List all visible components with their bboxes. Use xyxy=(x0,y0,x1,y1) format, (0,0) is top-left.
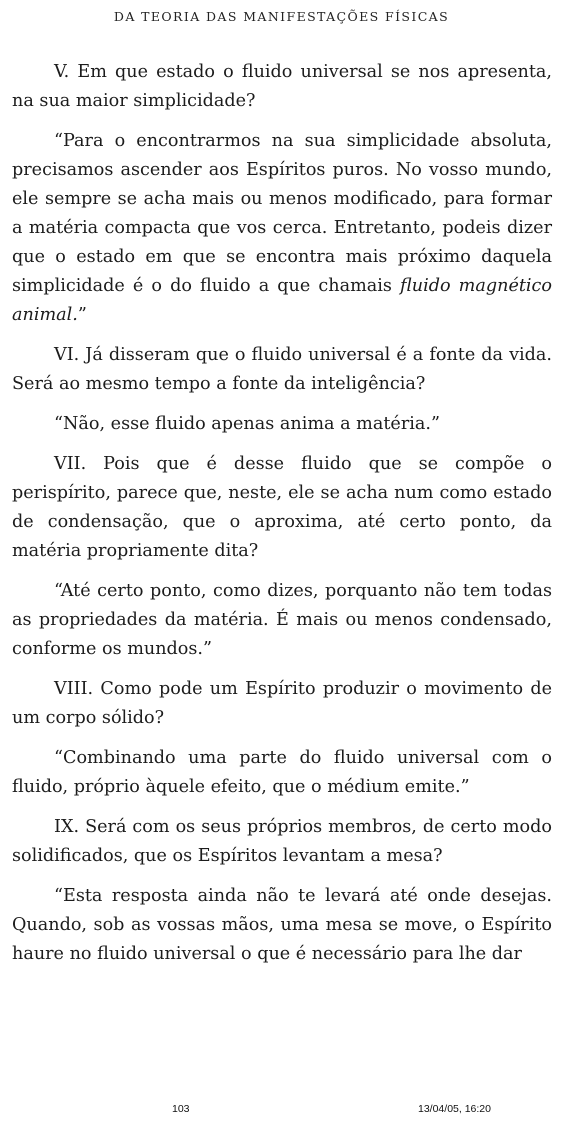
paragraph-question-vi xyxy=(12,341,552,399)
paragraph-text: “Não, esse fluido apenas anima a matéria.” xyxy=(54,414,440,434)
paragraph-text: VIII. Como pode um Espírito produzir o movimento de um corpo sólido? xyxy=(12,679,552,728)
print-timestamp: 13/04/05, 16:20 xyxy=(418,1103,491,1115)
paragraph-answer-ix xyxy=(12,882,552,969)
paragraph-question-v xyxy=(12,58,552,116)
paragraph-text: “Esta resposta ainda não te levará até onde desejas. Quando, sob as vossas mãos, uma mesa se move, o Espírito haure no fluido universal o que é necessário para lhe dar xyxy=(12,886,552,964)
paragraph-text: VII. Pois que é desse fluido que se compõe o perispírito, parece que, neste, ele se acha num como estado de condensação, que o aproxima, até certo ponto, da matéria propriamente dita? xyxy=(12,454,552,561)
closing-quote: ” xyxy=(77,305,87,325)
paragraph-text: IX. Será com os seus próprios membros, de certo modo solidificados, que os Espíritos levantam a mesa? xyxy=(12,817,552,866)
paragraph-question-viii xyxy=(12,675,552,733)
paragraph-question-ix xyxy=(12,813,552,871)
paragraph-answer-vii xyxy=(12,577,552,664)
paragraph-question-vii xyxy=(12,450,552,566)
body-text xyxy=(12,58,552,980)
paragraph-answer-viii xyxy=(12,744,552,802)
paragraph-text: V. Em que estado o fluido universal se nos apresenta, na sua maior simplicidade? xyxy=(12,62,552,111)
italic-term: fluido magnético animal. xyxy=(12,276,553,325)
paragraph-text: “Combinando uma parte do fluido universal com o fluido, próprio àquele efeito, que o médium emite.” xyxy=(12,748,552,797)
running-head: DA TEORIA DAS MANIFESTAÇÕES FÍSICAS xyxy=(113,9,450,24)
page-number: 103 xyxy=(172,1103,190,1115)
paragraph-answer-v xyxy=(12,127,552,330)
paragraph-text: “Até certo ponto, como dizes, porquanto não tem todas as propriedades da matéria. É mais ou menos condensado, conforme os mundos.” xyxy=(12,581,552,659)
paragraph-answer-vi xyxy=(12,410,552,439)
paragraph-text: “Para o encontrarmos na sua simplicidade absoluta, precisamos ascender aos Espíritos puros. No vosso mundo, ele sempre se acha mais ou menos modificado, para formar a matéria compacta que vos cerca. Entretanto, podeis dizer que o estado em que se encontra mais próximo daquela simplicidade é o do fluido a que chamais xyxy=(12,131,552,296)
paragraph-text: VI. Já disseram que o fluido universal é a fonte da vida. Será ao mesmo tempo a fonte da inteligência? xyxy=(12,345,552,394)
